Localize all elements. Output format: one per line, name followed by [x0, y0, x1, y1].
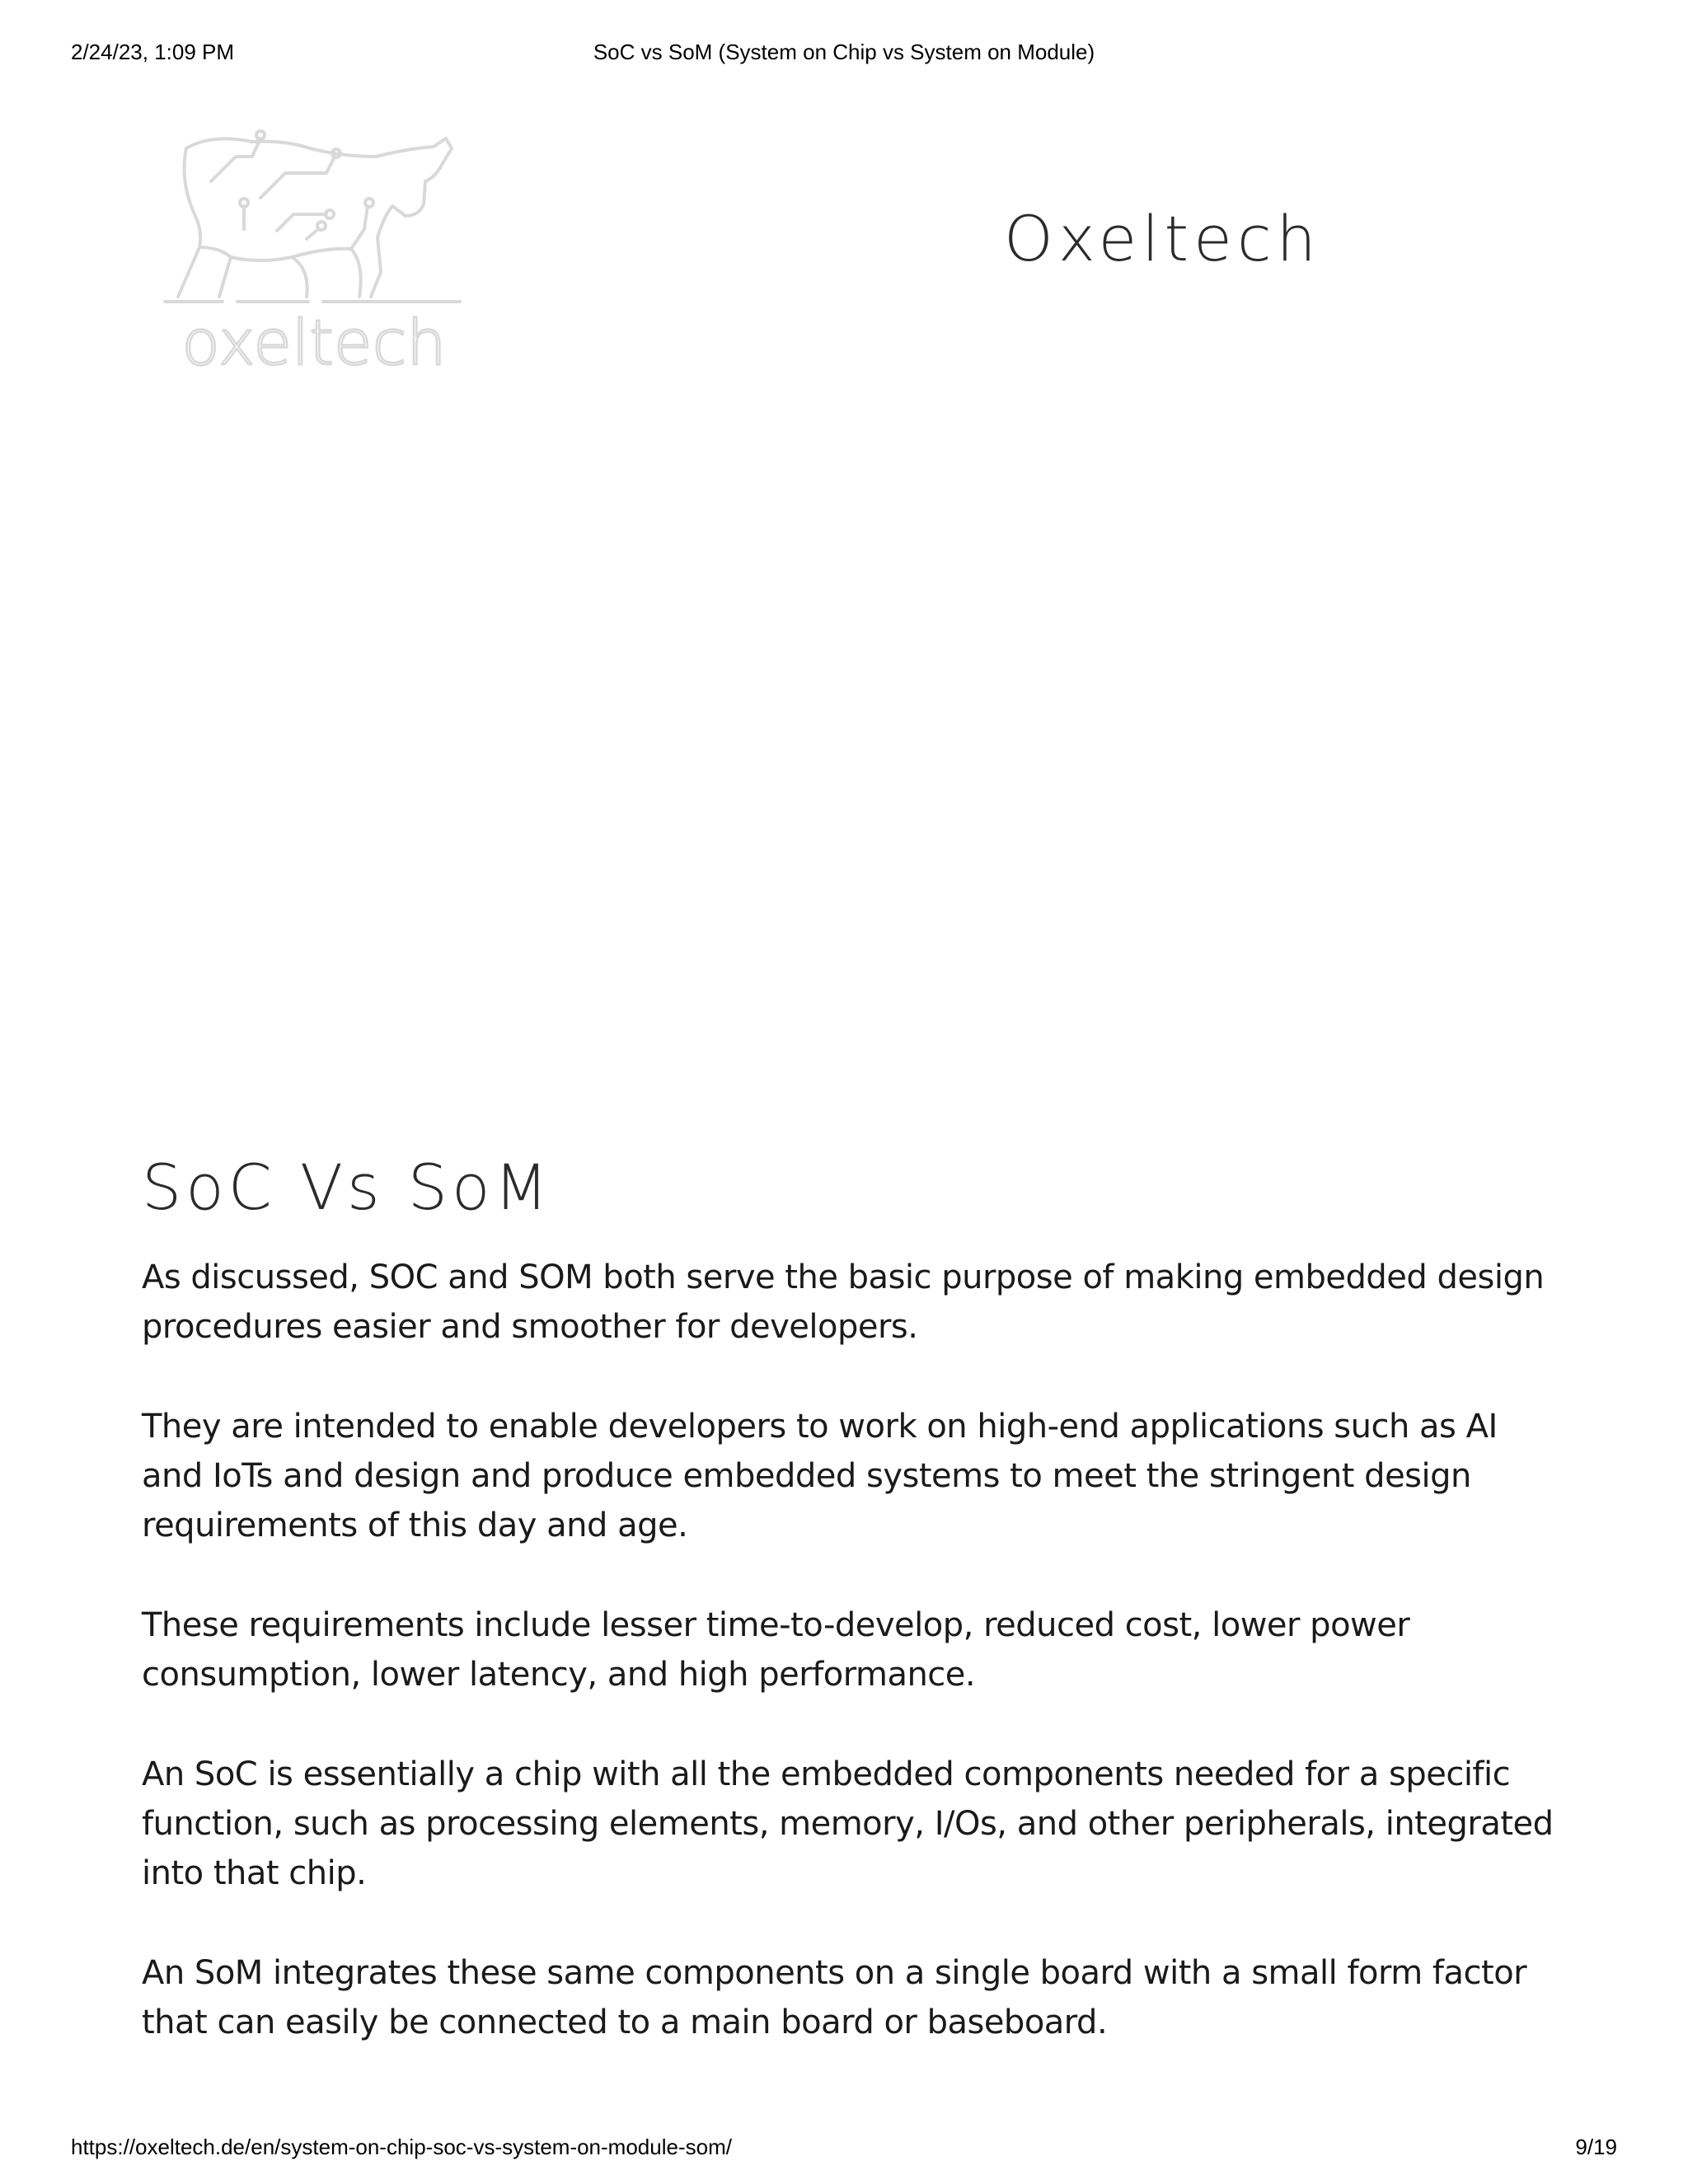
- paragraph: An SoC is essentially a chip with all the embedded components needed for a specific function, such as processing elements, memory, I/Os, and other peripherals, integrated into that chip.: [142, 1755, 1554, 1892]
- article-body: [142, 1253, 1559, 2097]
- oxeltech-logo[interactable]: [162, 124, 467, 371]
- paragraph: They are intended to enable developers to work on high-end applications such as AI and IoTs and design and produce embedded systems to meet the stringent design requirements of this day and age.: [142, 1408, 1498, 1544]
- print-header: [0, 40, 1688, 69]
- paragraph: These requirements include lesser time-to-develop, reduced cost, lower power consumption, lower latency, and high performance.: [142, 1606, 1410, 1694]
- print-footer: [0, 2135, 1688, 2164]
- paragraph: As discussed, SOC and SOM both serve the basic purpose of making embedded design procedures easier and smoother for developers.: [142, 1258, 1545, 1346]
- page-url: https://oxeltech.de/en/system-on-chip-soc-vs-system-on-module-som/: [71, 2135, 732, 2159]
- page-number: 9/19: [1575, 2135, 1617, 2159]
- site-title: Oxeltech: [1004, 202, 1321, 275]
- bull-circuit-logo-icon: [162, 124, 467, 371]
- print-page-title: SoC vs SoM (System on Chip vs System on Module): [593, 40, 1095, 64]
- logo-wordmark: oxeltech: [181, 306, 447, 371]
- paragraph: An SoM integrates these same components on a single board with a small form factor that can easily be connected to a main board or baseboard.: [142, 1954, 1527, 2041]
- section-heading: SoC Vs SoM: [142, 1151, 553, 1224]
- print-datetime: 2/24/23, 1:09 PM: [71, 40, 235, 64]
